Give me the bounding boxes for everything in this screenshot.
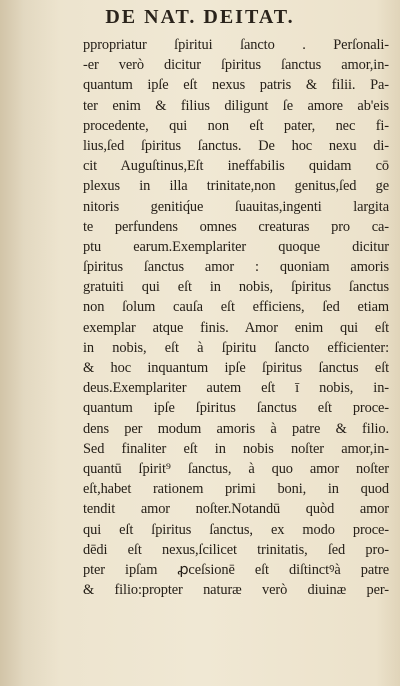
text-line: in nobis, eſt à ſpiritu ſancto efficienter:: [83, 339, 389, 356]
text-line: cit Auguſtinus,Eſt ineffabilis quidam cō: [83, 158, 389, 175]
text-line: deus.Exemplariter autem eſt ī nobis, in-: [83, 380, 389, 397]
text-line: ſpiritus ſanctus amor : quoniam amoris: [83, 259, 389, 276]
text-line: procedente, qui non eſt pater, nec fi-: [83, 117, 389, 134]
text-line: gratuiti qui eſt in nobis, ſpiritus ſanctus: [83, 279, 389, 296]
text-line: qui eſt ſpiritus ſanctus, ex modo proce-: [83, 521, 389, 538]
gutter-shadow: [0, 0, 60, 686]
text-line: ppropriatur ſpiritui ſancto . Perſonali-: [83, 37, 389, 53]
text-block: [83, 35, 389, 600]
text-line: non ſolum cauſa eſt efficiens, ſed etiam: [83, 299, 389, 316]
text-line: dens per modum amoris à patre & filio.: [83, 420, 389, 437]
text-line: lius,ſed ſpiritus ſanctus. De hoc nexu di-: [83, 137, 389, 154]
text-line: & hoc inquantum ipſe ſpiritus ſanctus eſt: [83, 360, 389, 376]
text-line: nitoris genitiq́ue ſuauitas,ingenti largita: [83, 198, 389, 215]
running-head: DE NAT. DEITAT.: [105, 6, 295, 28]
text-line: te perfundens omnes creaturas pro ca-: [83, 218, 389, 235]
text-line: plexus in illa trinitate,non genitus,ſed ge: [83, 178, 389, 195]
text-line: dēdi eſt nexus,ſcilicet trinitatis, ſed pro-: [83, 541, 389, 558]
text-line: eſt,habet rationem primi boni, in quod: [83, 481, 389, 498]
text-line: quantum ipſe eſt nexus patris & filii. Pa-: [83, 77, 389, 94]
text-line: -er verò dicitur ſpiritus ſanctus amor,in-: [83, 57, 389, 74]
text-line: quantū ſpirit⁹ ſanctus, à quo amor noſter: [83, 460, 389, 477]
text-line: pter ipſam ꝓceſsionē eſt diſtinctꝰà patre: [83, 561, 389, 578]
text-line: & filio:propter naturæ verò diuinæ per-: [83, 582, 389, 599]
text-line: ter enim & filius diligunt ſe amore ab'eis: [83, 97, 389, 114]
text-line: ptu earum.Exemplariter quoque dicitur: [83, 238, 389, 255]
text-line: exemplar atque finis. Amor enim qui eſt: [83, 319, 389, 336]
text-line: Sed finaliter eſt in nobis noſter amor,in-: [83, 440, 389, 457]
text-line: tendit amor noſter.Notandū quòd amor: [83, 501, 389, 518]
text-line: quantum ipſe ſpiritus ſanctus eſt proce-: [83, 400, 389, 417]
